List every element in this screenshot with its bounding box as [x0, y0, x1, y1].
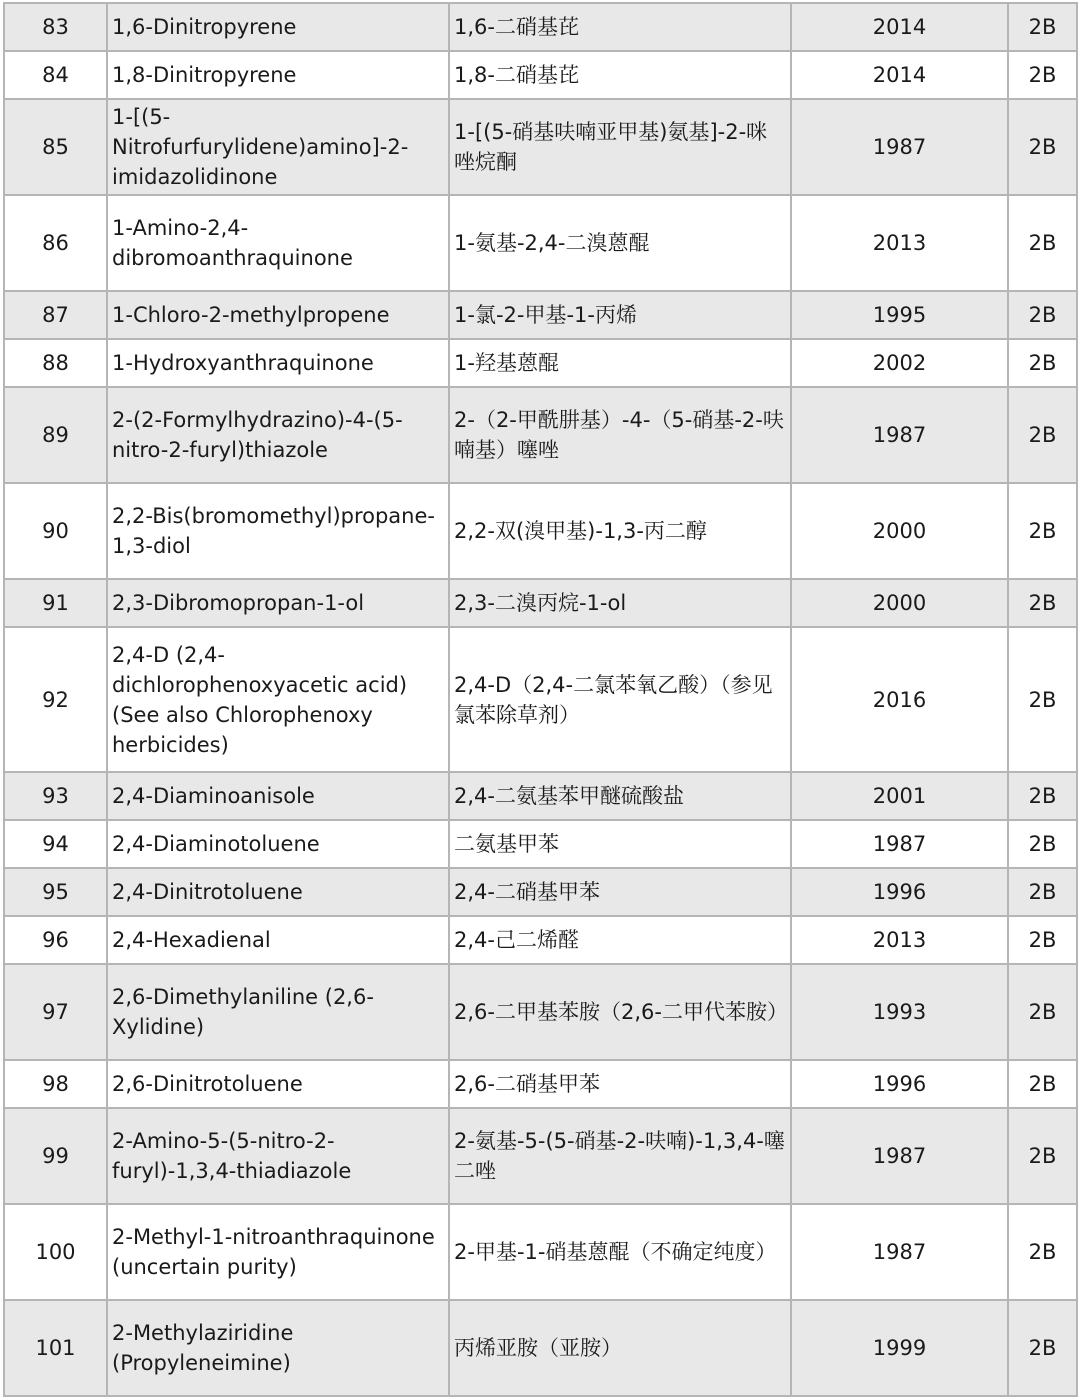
table-row [4, 627, 1077, 772]
evaluation-year: 1996 [791, 868, 1008, 916]
group: 2B [1008, 339, 1077, 387]
group: 2B [1008, 868, 1077, 916]
evaluation-year: 1987 [791, 387, 1008, 483]
row-number: 85 [4, 99, 107, 195]
table-row [4, 339, 1077, 387]
group: 2B [1008, 1060, 1077, 1108]
english-name: 1,6-Dinitropyrene [107, 3, 449, 51]
table-row [4, 99, 1077, 195]
evaluation-year: 2013 [791, 195, 1008, 291]
chinese-name: 二氨基甲苯 [449, 820, 791, 868]
english-name: 2,4-Dinitrotoluene [107, 868, 449, 916]
evaluation-year: 1987 [791, 99, 1008, 195]
table-row [4, 1108, 1077, 1204]
carcinogen-table [3, 2, 1078, 1397]
evaluation-year: 1996 [791, 1060, 1008, 1108]
group: 2B [1008, 99, 1077, 195]
group: 2B [1008, 387, 1077, 483]
group: 2B [1008, 964, 1077, 1060]
chinese-name: 2,4-己二烯醛 [449, 916, 791, 964]
row-number: 93 [4, 772, 107, 820]
english-name: 2,3-Dibromopropan-1-ol [107, 579, 449, 627]
group: 2B [1008, 483, 1077, 579]
table-row [4, 1204, 1077, 1300]
row-number: 100 [4, 1204, 107, 1300]
row-number: 101 [4, 1300, 107, 1396]
group: 2B [1008, 1108, 1077, 1204]
english-name: 1-Hydroxyanthraquinone [107, 339, 449, 387]
row-number: 92 [4, 627, 107, 772]
group: 2B [1008, 579, 1077, 627]
evaluation-year: 2001 [791, 772, 1008, 820]
evaluation-year: 1995 [791, 291, 1008, 339]
english-name: 2,4-Diaminotoluene [107, 820, 449, 868]
chinese-name: 1-[(5-硝基呋喃亚甲基)氨基]-2-咪唑烷酮 [449, 99, 791, 195]
evaluation-year: 2013 [791, 916, 1008, 964]
group: 2B [1008, 1300, 1077, 1396]
row-number: 84 [4, 51, 107, 99]
table-body [4, 3, 1077, 1396]
evaluation-year: 2000 [791, 483, 1008, 579]
english-name: 2,4-Hexadienal [107, 916, 449, 964]
group: 2B [1008, 916, 1077, 964]
chinese-name: 2,4-二硝基甲苯 [449, 868, 791, 916]
chinese-name: 1-羟基蒽醌 [449, 339, 791, 387]
evaluation-year: 2014 [791, 51, 1008, 99]
group: 2B [1008, 627, 1077, 772]
english-name: 2-Amino-5-(5-nitro-2-furyl)-1,3,4-thiadiazole [107, 1108, 449, 1204]
chinese-name: 2,4-二氨基苯甲醚硫酸盐 [449, 772, 791, 820]
row-number: 99 [4, 1108, 107, 1204]
group: 2B [1008, 820, 1077, 868]
table-row [4, 291, 1077, 339]
evaluation-year: 1999 [791, 1300, 1008, 1396]
group: 2B [1008, 51, 1077, 99]
table-row [4, 1060, 1077, 1108]
english-name: 2,4-D (2,4-dichlorophenoxyacetic acid) (See also Chlorophenoxy herbicides) [107, 627, 449, 772]
english-name: 2-Methylaziridine (Propyleneimine) [107, 1300, 449, 1396]
table-row [4, 964, 1077, 1060]
row-number: 83 [4, 3, 107, 51]
table-row [4, 916, 1077, 964]
row-number: 98 [4, 1060, 107, 1108]
chinese-name: 2-氨基-5-(5-硝基-2-呋喃)-1,3,4-噻二唑 [449, 1108, 791, 1204]
english-name: 2,4-Diaminoanisole [107, 772, 449, 820]
table-row [4, 868, 1077, 916]
row-number: 96 [4, 916, 107, 964]
chinese-name: 2-（2-甲酰肼基）-4-（5-硝基-2-呋喃基）噻唑 [449, 387, 791, 483]
table-row [4, 820, 1077, 868]
row-number: 88 [4, 339, 107, 387]
chinese-name: 2,6-二甲基苯胺（2,6-二甲代苯胺） [449, 964, 791, 1060]
table-row [4, 3, 1077, 51]
table-row [4, 483, 1077, 579]
chinese-name: 1,6-二硝基芘 [449, 3, 791, 51]
chinese-name: 2,6-二硝基甲苯 [449, 1060, 791, 1108]
english-name: 1-Amino-2,4-dibromoanthraquinone [107, 195, 449, 291]
row-number: 90 [4, 483, 107, 579]
evaluation-year: 1993 [791, 964, 1008, 1060]
group: 2B [1008, 291, 1077, 339]
table-row [4, 1300, 1077, 1396]
chinese-name: 1-氨基-2,4-二溴蒽醌 [449, 195, 791, 291]
evaluation-year: 2014 [791, 3, 1008, 51]
english-name: 2,2-Bis(bromomethyl)propane-1,3-diol [107, 483, 449, 579]
row-number: 91 [4, 579, 107, 627]
table-row [4, 579, 1077, 627]
row-number: 89 [4, 387, 107, 483]
row-number: 95 [4, 868, 107, 916]
row-number: 86 [4, 195, 107, 291]
chinese-name: 丙烯亚胺（亚胺） [449, 1300, 791, 1396]
table-row [4, 387, 1077, 483]
evaluation-year: 2016 [791, 627, 1008, 772]
chinese-name: 2,4-D（2,4-二氯苯氧乙酸）（参见氯苯除草剂） [449, 627, 791, 772]
chinese-name: 2,2-双(溴甲基)-1,3-丙二醇 [449, 483, 791, 579]
row-number: 87 [4, 291, 107, 339]
chinese-name: 2-甲基-1-硝基蒽醌（不确定纯度） [449, 1204, 791, 1300]
group: 2B [1008, 772, 1077, 820]
english-name: 1,8-Dinitropyrene [107, 51, 449, 99]
english-name: 2,6-Dimethylaniline (2,6-Xylidine) [107, 964, 449, 1060]
evaluation-year: 1987 [791, 1204, 1008, 1300]
evaluation-year: 2002 [791, 339, 1008, 387]
evaluation-year: 1987 [791, 1108, 1008, 1204]
group: 2B [1008, 195, 1077, 291]
chinese-name: 1-氯-2-甲基-1-丙烯 [449, 291, 791, 339]
row-number: 94 [4, 820, 107, 868]
table-row [4, 772, 1077, 820]
english-name: 2,6-Dinitrotoluene [107, 1060, 449, 1108]
english-name: 1-[(5-Nitrofurfurylidene)amino]-2-imidazolidinone [107, 99, 449, 195]
evaluation-year: 2000 [791, 579, 1008, 627]
english-name: 2-(2-Formylhydrazino)-4-(5-nitro-2-furyl)thiazole [107, 387, 449, 483]
group: 2B [1008, 3, 1077, 51]
table-row [4, 51, 1077, 99]
evaluation-year: 1987 [791, 820, 1008, 868]
table-row [4, 195, 1077, 291]
row-number: 97 [4, 964, 107, 1060]
english-name: 1-Chloro-2-methylpropene [107, 291, 449, 339]
group: 2B [1008, 1204, 1077, 1300]
english-name: 2-Methyl-1-nitroanthraquinone (uncertain purity) [107, 1204, 449, 1300]
chinese-name: 2,3-二溴丙烷-1-ol [449, 579, 791, 627]
chinese-name: 1,8-二硝基芘 [449, 51, 791, 99]
